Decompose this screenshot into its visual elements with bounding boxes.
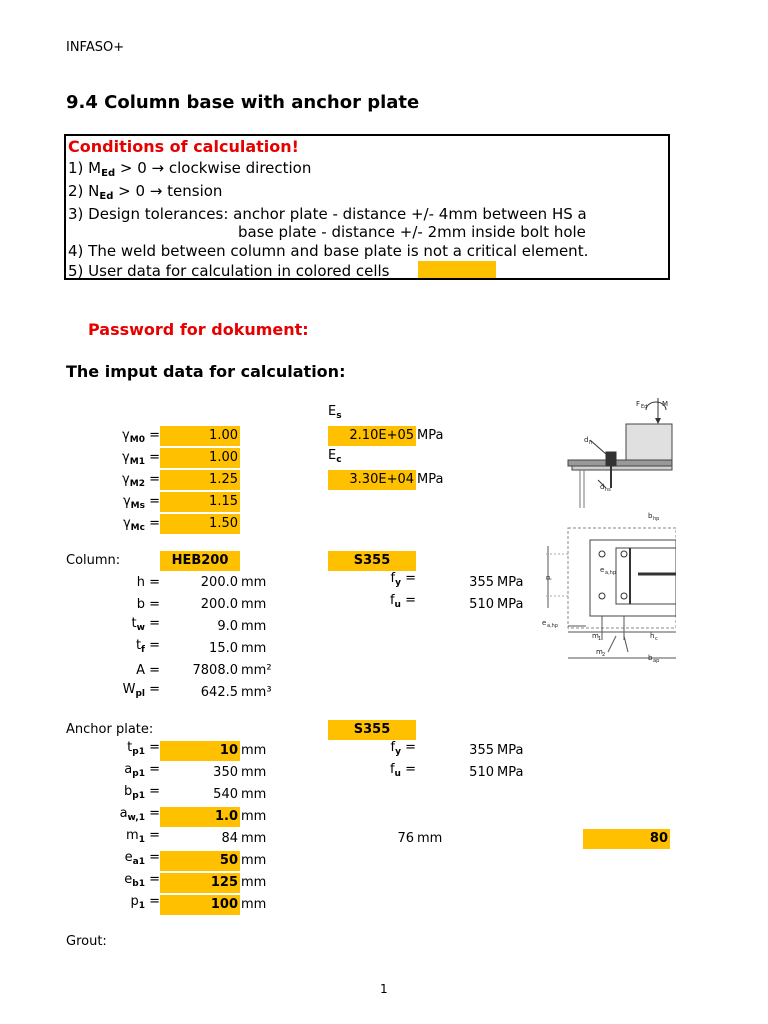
column-wpl-label: $W_{pl}$ =	[122, 682, 160, 699]
gamma-ms-label: $\gamma_{Ms}$ =	[122, 494, 160, 511]
column-fu-label: $f_u$ =	[389, 593, 416, 610]
m1-user-input[interactable]: 80	[583, 829, 670, 849]
anchor-plate-grade-input[interactable]: S355	[328, 720, 416, 740]
ea1-label: $e_{a1}$ =	[124, 850, 160, 867]
plate-fu-label: $f_u$ =	[389, 762, 416, 779]
column-wpl-unit: mm³	[241, 685, 272, 700]
bp1-value: 540	[213, 787, 238, 802]
svg-text:hs: hs	[605, 487, 611, 493]
tp1-unit: mm	[241, 743, 267, 758]
condition-3: 3) Design tolerances: anchor plate - distance +/- 4mm between HS a	[68, 205, 587, 223]
es-label: $E_s$	[328, 404, 342, 421]
column-base-drawing	[528, 396, 676, 666]
ea1-input[interactable]: 50	[160, 851, 240, 871]
gamma-m2-label: $\gamma_{M2}$ =	[122, 472, 160, 489]
colored-cell-sample	[418, 261, 496, 280]
column-fy-unit: MPa	[497, 575, 524, 590]
svg-text:c: c	[655, 636, 658, 642]
document-header: INFASO+	[66, 40, 125, 55]
ap1-label: $a_{p1}$ =	[124, 762, 160, 779]
gamma-m0-label: $\gamma_{M0}$ =	[122, 428, 160, 445]
ea1-unit: mm	[241, 853, 267, 868]
condition-1: 1) $M_{Ed} > 0$ → clockwise direction	[68, 159, 312, 179]
column-tw-unit: mm	[241, 619, 267, 634]
svg-text:M: M	[662, 400, 669, 408]
column-fy-value: 355	[469, 575, 494, 590]
plate-fu-unit: MPa	[497, 765, 524, 780]
gamma-ms-input[interactable]: 1.15	[160, 492, 240, 512]
conditions-box	[64, 134, 670, 280]
condition-3b: base plate - distance +/- 2mm inside bolt hole	[238, 223, 586, 241]
condition-4: 4) The weld between column and base plate is not a critical element.	[68, 242, 589, 260]
aw1-input[interactable]: 1.0	[160, 807, 240, 827]
eb1-label: $e_{b1}$ =	[124, 872, 160, 889]
svg-text:h: h	[589, 440, 593, 446]
column-a-value: 7808.0	[192, 663, 238, 678]
column-fu-unit: MPa	[497, 597, 524, 612]
gamma-mc-input[interactable]: 1.50	[160, 514, 240, 534]
column-h-unit: mm	[241, 575, 267, 590]
column-b-label: b =	[136, 597, 160, 612]
column-b-value: 200.0	[200, 597, 238, 612]
svg-text:b: b	[648, 654, 653, 662]
svg-text:m: m	[592, 632, 599, 640]
svg-text:e: e	[542, 619, 547, 627]
column-tf-value: 15.0	[209, 641, 238, 656]
m1-label: $m_1$ =	[126, 828, 160, 845]
password-label: Password for dokument:	[88, 320, 309, 339]
ec-unit: MPa	[417, 472, 444, 487]
p1-unit: mm	[241, 897, 267, 912]
condition-2: 2) $N_{Ed} > 0$ → tension	[68, 182, 223, 202]
plate-fy-value: 355	[469, 743, 494, 758]
ec-input[interactable]: 3.30E+04	[328, 470, 416, 490]
svg-text:m: m	[596, 648, 603, 656]
anchor-plate-label: Anchor plate:	[66, 722, 154, 737]
aw1-unit: mm	[241, 809, 267, 824]
ap1-value: 350	[213, 765, 238, 780]
column-wpl-value: 642.5	[200, 685, 238, 700]
aw1-label: $a_{w,1}$ =	[119, 806, 160, 823]
gamma-m1-input[interactable]: 1.00	[160, 448, 240, 468]
gamma-mc-label: $\gamma_{Mc}$ =	[122, 516, 160, 533]
svg-text:a,hp: a,hp	[547, 623, 558, 629]
grout-label: Grout:	[66, 934, 107, 949]
column-tw-value: 9.0	[217, 619, 238, 634]
es-input[interactable]: 2.10E+05	[328, 426, 416, 446]
section-title: 9.4 Column base with anchor plate	[66, 92, 420, 113]
svg-text:d: d	[584, 436, 589, 444]
gamma-m1-label: $\gamma_{M1}$ =	[122, 450, 160, 467]
svg-text:F: F	[636, 400, 641, 408]
svg-text:1: 1	[598, 636, 602, 642]
svg-text:ap: ap	[653, 658, 660, 664]
column-h-value: 200.0	[200, 575, 238, 590]
column-fy-label: $f_y$ =	[390, 571, 416, 588]
column-h-label: h =	[136, 575, 160, 590]
svg-text:2: 2	[602, 652, 606, 658]
p1-input[interactable]: 100	[160, 895, 240, 915]
column-tw-label: $t_w$ =	[131, 616, 160, 633]
svg-text:p: p	[544, 575, 552, 580]
svg-text:hp: hp	[653, 516, 660, 522]
column-grade-input[interactable]: S355	[328, 551, 416, 571]
tp1-input[interactable]: 10	[160, 741, 240, 761]
column-a-label: A =	[136, 663, 160, 678]
condition-5: 5) User data for calculation in colored cells	[68, 262, 390, 280]
svg-text:a,hp: a,hp	[605, 570, 616, 576]
svg-text:e: e	[600, 566, 605, 574]
gamma-m2-input[interactable]: 1.25	[160, 470, 240, 490]
m1-unit: mm	[241, 831, 267, 846]
plate-fu-value: 510	[469, 765, 494, 780]
m1-value: 84	[221, 831, 238, 846]
column-tf-label: $t_f$ =	[135, 638, 160, 655]
column-tf-unit: mm	[241, 641, 267, 656]
gamma-m0-input[interactable]: 1.00	[160, 426, 240, 446]
p1-label: $p_1$ =	[130, 894, 160, 911]
eb1-unit: mm	[241, 875, 267, 890]
column-section-input[interactable]: HEB200	[160, 551, 240, 571]
input-data-title: The imput data for calculation:	[66, 362, 346, 381]
plate-fy-label: $f_y$ =	[390, 740, 416, 757]
plate-fy-unit: MPa	[497, 743, 524, 758]
eb1-input[interactable]: 125	[160, 873, 240, 893]
tp1-label: $t_{p1}$ =	[127, 740, 160, 757]
conditions-title: Conditions of calculation!	[68, 137, 299, 156]
column-a-unit: mm²	[241, 663, 272, 678]
column-label: Column:	[66, 553, 121, 568]
es-unit: MPa	[417, 428, 444, 443]
m1-alt-unit: mm	[417, 831, 443, 846]
bp1-unit: mm	[241, 787, 267, 802]
bp1-label: $b_{p1}$ =	[123, 784, 160, 801]
svg-text:h: h	[650, 632, 655, 640]
page-number: 1	[380, 982, 388, 996]
m1-alt-value: 76	[397, 831, 414, 846]
column-b-unit: mm	[241, 597, 267, 612]
svg-text:b: b	[648, 512, 653, 520]
ec-label: $E_c$	[328, 448, 342, 465]
ap1-unit: mm	[241, 765, 267, 780]
svg-text:Ed: Ed	[641, 404, 648, 410]
svg-text:d: d	[600, 483, 605, 491]
column-fu-value: 510	[469, 597, 494, 612]
